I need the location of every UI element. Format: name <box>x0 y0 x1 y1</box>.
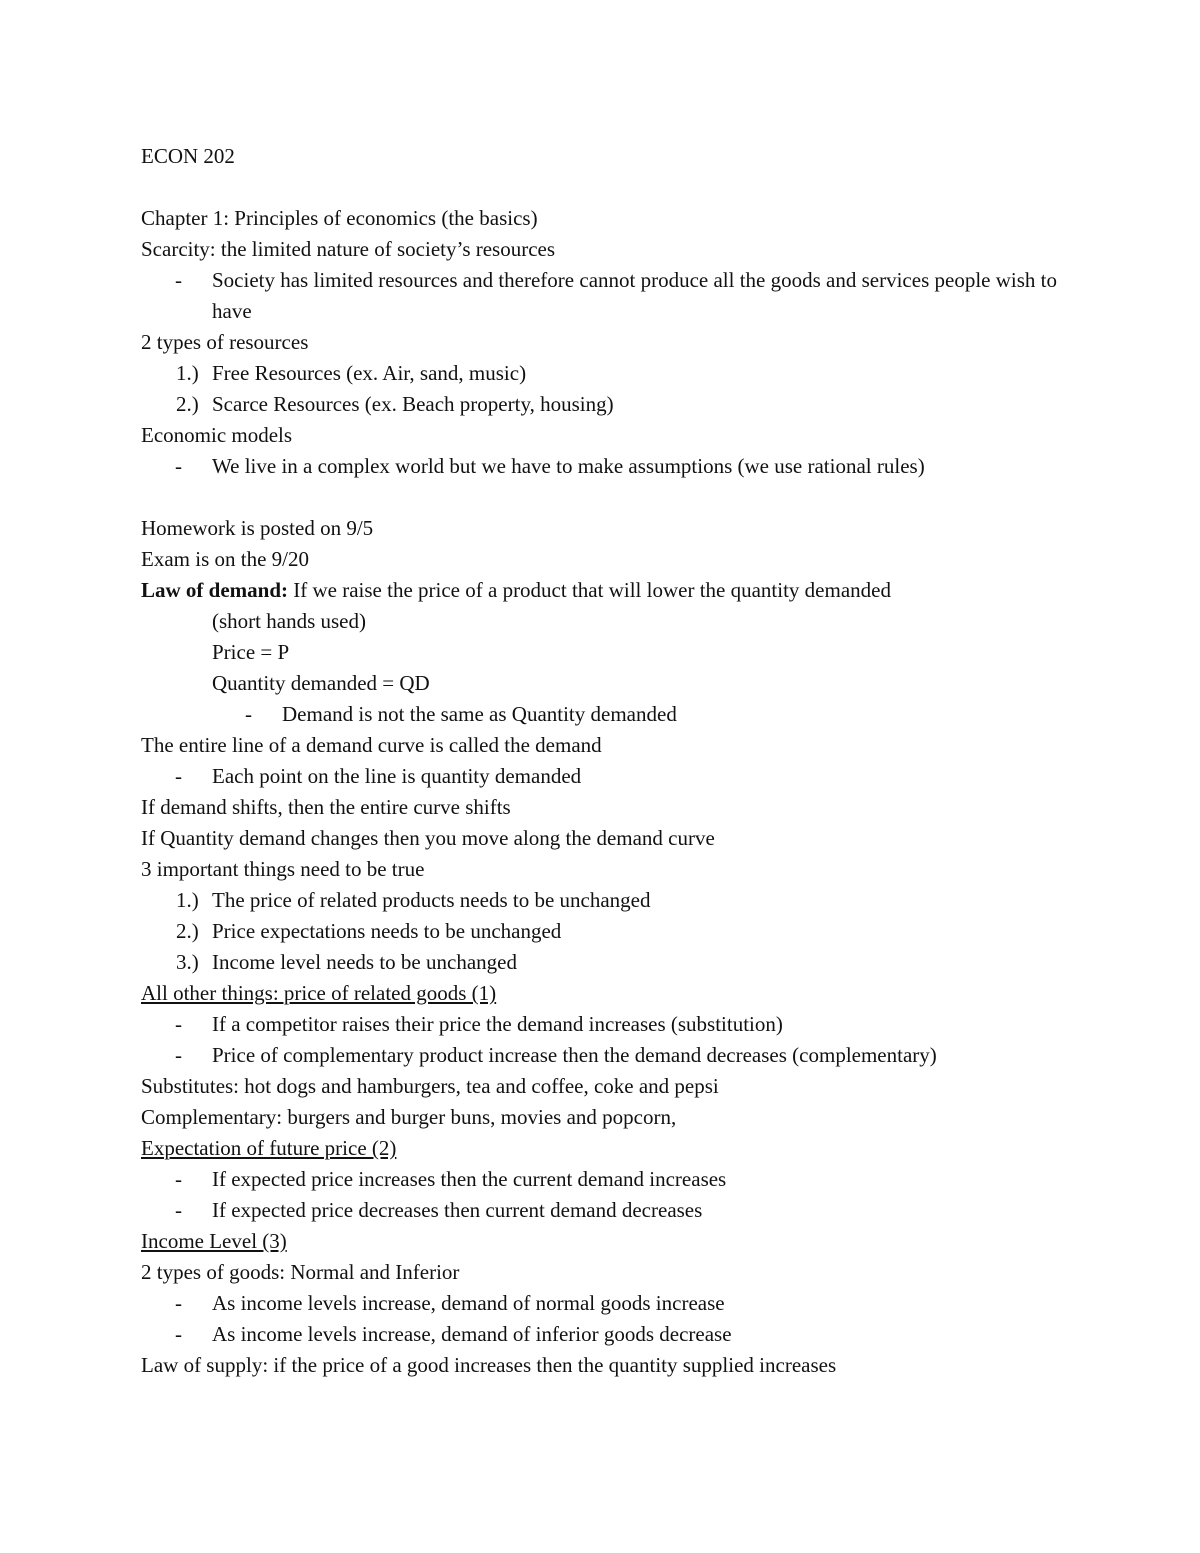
list-item <box>141 1288 1101 1319</box>
price-abbreviation: Price = P <box>212 640 290 664</box>
list-item <box>141 947 1101 978</box>
goods-types: 2 types of goods: Normal and Inferior <box>141 1260 460 1284</box>
list-item-text: As income levels increase, demand of inferior goods decrease <box>212 1322 732 1346</box>
list-item <box>141 358 1101 389</box>
exam-note: Exam is on the 9/20 <box>141 547 309 571</box>
dash-bullet: - <box>175 1043 182 1067</box>
list-item-text: We live in a complex world but we have to make assumptions (we use rational rules) <box>212 454 925 478</box>
list-item-text: Price expectations needs to be unchanged <box>212 919 562 943</box>
list-item-text: If expected price decreases then current demand decreases <box>212 1198 703 1222</box>
list-number: 3.) <box>176 950 199 974</box>
dash-bullet: - <box>175 764 182 788</box>
demand-shifts-note: If demand shifts, then the entire curve shifts <box>141 795 511 819</box>
scarcity-definition: Scarcity: the limited nature of society’s resources <box>141 237 556 261</box>
list-item <box>141 699 1101 730</box>
dash-bullet: - <box>175 1322 182 1346</box>
list-item <box>141 265 1101 327</box>
list-item <box>141 885 1101 916</box>
list-number: 1.) <box>176 888 199 912</box>
dash-bullet: - <box>175 454 182 478</box>
complementary-examples: Complementary: burgers and burger buns, movies and popcorn, <box>141 1105 677 1129</box>
list-item-text: If a competitor raises their price the demand increases (substitution) <box>212 1012 783 1036</box>
dash-bullet: - <box>175 1012 182 1036</box>
substitutes-examples: Substitutes: hot dogs and hamburgers, tea and coffee, coke and pepsi <box>141 1074 719 1098</box>
list-number: 2.) <box>176 392 199 416</box>
course-title: ECON 202 <box>141 144 235 168</box>
law-of-supply: Law of supply: if the price of a good increases then the quantity supplied increases <box>141 1353 837 1377</box>
expectation-heading: Expectation of future price (2) <box>141 1136 397 1160</box>
list-item <box>141 916 1101 947</box>
dash-bullet: - <box>175 1291 182 1315</box>
chapter-heading: Chapter 1: Principles of economics (the basics) <box>141 206 538 230</box>
three-things-heading: 3 important things need to be true <box>141 857 425 881</box>
list-item-text: Free Resources (ex. Air, sand, music) <box>212 361 527 385</box>
list-item <box>141 451 1101 482</box>
income-heading: Income Level (3) <box>141 1229 287 1253</box>
dash-bullet: - <box>175 1198 182 1222</box>
list-item-text: Scarce Resources (ex. Beach property, housing) <box>212 392 614 416</box>
qd-abbreviation: Quantity demanded = QD <box>212 671 430 695</box>
list-item-text: As income levels increase, demand of normal goods increase <box>212 1291 725 1315</box>
list-item-text: Price of complementary product increase then the demand decreases (complementary) <box>212 1043 937 1067</box>
list-item-text: If expected price increases then the current demand increases <box>212 1167 727 1191</box>
list-item <box>141 1164 1101 1195</box>
list-item <box>141 761 1101 792</box>
law-of-demand-label: Law of demand: <box>141 578 289 602</box>
demand-curve-line: The entire line of a demand curve is called the demand <box>141 733 602 757</box>
dash-bullet: - <box>175 268 182 292</box>
scarcity-bullet-text: Society has limited resources and therefore cannot produce all the goods and services people wish to have <box>212 268 1057 323</box>
list-item-text: Each point on the line is quantity demanded <box>212 764 582 788</box>
homework-note: Homework is posted on 9/5 <box>141 516 374 540</box>
list-item <box>141 1195 1101 1226</box>
list-item <box>141 1009 1101 1040</box>
list-number: 2.) <box>176 919 199 943</box>
list-item <box>141 1319 1101 1350</box>
list-number: 1.) <box>176 361 199 385</box>
resources-heading: 2 types of resources <box>141 330 309 354</box>
related-goods-heading: All other things: price of related goods (1) <box>141 981 497 1005</box>
dash-bullet: - <box>175 1167 182 1191</box>
law-of-demand <box>141 575 1101 606</box>
law-of-demand-text: If we raise the price of a product that will lower the quantity demanded <box>288 578 891 602</box>
list-item <box>141 1040 1101 1071</box>
document-body <box>141 141 1101 1381</box>
list-item-text: Income level needs to be unchanged <box>212 950 517 974</box>
qd-changes-note: If Quantity demand changes then you move along the demand curve <box>141 826 715 850</box>
list-item-text: The price of related products needs to be unchanged <box>212 888 651 912</box>
dash-bullet: - <box>245 702 252 726</box>
list-item <box>141 389 1101 420</box>
models-heading: Economic models <box>141 423 293 447</box>
list-item-text: Demand is not the same as Quantity demanded <box>282 702 677 726</box>
short-hands-note: (short hands used) <box>212 609 366 633</box>
spacer <box>141 482 1101 513</box>
spacer <box>141 172 1101 203</box>
